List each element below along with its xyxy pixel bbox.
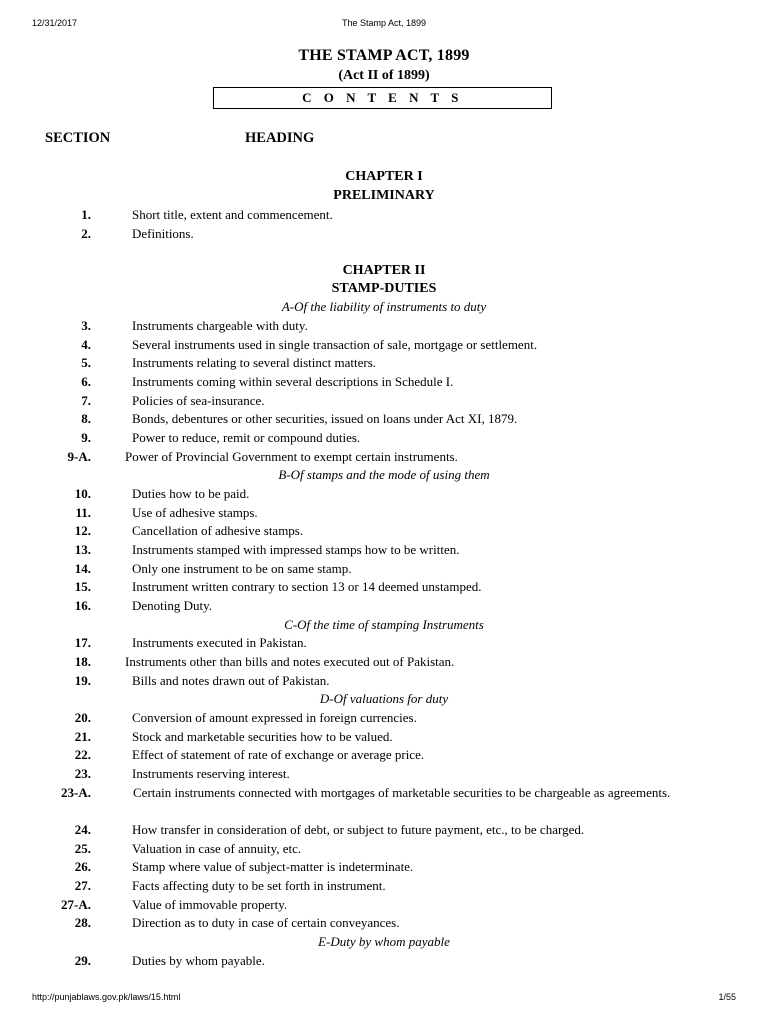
heading-column-header: HEADING xyxy=(245,130,315,146)
section-row[interactable] xyxy=(0,634,768,652)
part-heading: D-Of valuations for duty xyxy=(319,691,449,706)
section-title[interactable]: Valuation in case of annuity, etc. xyxy=(132,841,302,856)
section-title[interactable]: Instruments other than bills and notes executed out of Pakistan. xyxy=(125,654,455,669)
section-number: 17. xyxy=(74,635,91,650)
print-title: The Stamp Act, 1899 xyxy=(341,18,427,28)
section-number: 27. xyxy=(74,878,91,893)
section-title-text: Certain instruments connected with mortgages of marketable securities to be chargeable as agreements. xyxy=(133,785,671,800)
section-number: 24. xyxy=(74,822,91,837)
part-heading: E-Duty by whom payable xyxy=(318,934,450,949)
section-number: 16. xyxy=(74,598,91,613)
section-title[interactable]: Instrument written contrary to section 13 or 14 deemed unstamped. xyxy=(132,579,482,594)
section-row[interactable] xyxy=(0,541,768,559)
print-date: 12/31/2017 xyxy=(32,18,78,28)
chapter-number: CHAPTER II xyxy=(342,263,426,278)
section-row[interactable] xyxy=(0,784,768,820)
section-number: 9-A. xyxy=(67,449,91,464)
section-row[interactable] xyxy=(0,914,768,932)
section-number: 12. xyxy=(74,523,91,538)
section-title[interactable]: Instruments relating to several distinct matters. xyxy=(132,355,377,370)
document-subtitle: (Act II of 1899) xyxy=(338,68,430,83)
section-row[interactable] xyxy=(0,225,768,243)
section-title[interactable]: Stock and marketable securities how to be valued. xyxy=(132,729,393,744)
chapter-number: CHAPTER I xyxy=(345,169,423,184)
section-row[interactable] xyxy=(0,392,768,410)
section-title[interactable]: Cancellation of adhesive stamps. xyxy=(132,523,304,538)
section-row[interactable] xyxy=(0,578,768,596)
section-number: 23-A. xyxy=(61,785,91,800)
section-title[interactable]: Short title, extent and commencement. xyxy=(132,207,333,222)
chapter-name: STAMP-DUTIES xyxy=(331,281,437,296)
section-title[interactable]: Effect of statement of rate of exchange or average price. xyxy=(132,747,425,762)
section-number: 11. xyxy=(75,505,91,520)
section-number: 7. xyxy=(81,393,91,408)
section-title[interactable]: Conversion of amount expressed in foreign currencies. xyxy=(132,710,417,725)
section-number: 13. xyxy=(74,542,91,557)
section-row[interactable] xyxy=(0,429,768,447)
section-number: 4. xyxy=(81,337,91,352)
section-row[interactable] xyxy=(0,728,768,746)
section-row[interactable] xyxy=(0,354,768,372)
section-title[interactable]: Power to reduce, remit or compound duties. xyxy=(132,430,361,445)
section-title[interactable]: Direction as to duty in case of certain conveyances. xyxy=(132,915,400,930)
section-number: 5. xyxy=(81,355,91,370)
section-row[interactable] xyxy=(0,597,768,615)
section-number: 28. xyxy=(74,915,91,930)
section-title[interactable]: Instruments chargeable with duty. xyxy=(132,318,308,333)
section-title[interactable]: Bonds, debentures or other securities, issued on loans under Act XI, 1879. xyxy=(132,411,518,426)
section-number: 3. xyxy=(81,318,91,333)
section-title[interactable]: Stamp where value of subject-matter is indeterminate. xyxy=(132,859,414,874)
section-row[interactable] xyxy=(0,504,768,522)
section-title[interactable]: Denoting Duty. xyxy=(132,598,213,613)
section-title[interactable]: Bills and notes drawn out of Pakistan. xyxy=(132,673,330,688)
source-url[interactable]: http://punjablaws.gov.pk/laws/15.html xyxy=(32,992,181,1002)
section-number: 10. xyxy=(74,486,91,501)
section-title[interactable]: Duties by whom payable. xyxy=(132,953,265,968)
section-row[interactable] xyxy=(0,522,768,540)
section-row[interactable] xyxy=(0,877,768,895)
section-row[interactable] xyxy=(0,746,768,764)
section-title[interactable]: Power of Provincial Government to exempt certain instruments. xyxy=(125,449,458,464)
section-row[interactable] xyxy=(0,672,768,690)
section-number: 9. xyxy=(81,430,91,445)
section-number: 6. xyxy=(81,374,91,389)
section-title[interactable]: Instruments reserving interest. xyxy=(132,766,290,781)
section-row[interactable] xyxy=(0,840,768,858)
section-number: 1. xyxy=(81,207,91,222)
section-title[interactable]: Definitions. xyxy=(132,226,194,241)
section-title[interactable]: Only one instrument to be on same stamp. xyxy=(132,561,352,576)
section-title[interactable]: Duties how to be paid. xyxy=(132,486,250,501)
section-number: 19. xyxy=(74,673,91,688)
page-number: 1/55 xyxy=(718,992,736,1002)
section-number: 27-A. xyxy=(61,897,91,912)
section-row[interactable] xyxy=(0,952,768,970)
section-title[interactable]: Use of adhesive stamps. xyxy=(132,505,258,520)
section-row[interactable] xyxy=(0,858,768,876)
section-title[interactable]: Instruments coming within several descriptions in Schedule I. xyxy=(132,374,454,389)
section-row[interactable] xyxy=(0,765,768,783)
section-number: 2. xyxy=(81,226,91,241)
document-title: THE STAMP ACT, 1899 xyxy=(298,47,470,64)
section-row[interactable] xyxy=(0,560,768,578)
chapter-name: PRELIMINARY xyxy=(333,188,435,203)
print-footer xyxy=(32,992,736,1006)
section-row[interactable] xyxy=(0,709,768,727)
section-number: 22. xyxy=(74,747,91,762)
part-heading: B-Of stamps and the mode of using them xyxy=(278,467,490,482)
section-title[interactable]: Several instruments used in single transaction of sale, mortgage or settlement. xyxy=(132,337,538,352)
section-row[interactable] xyxy=(0,821,768,839)
section-title[interactable]: How transfer in consideration of debt, or subject to future payment, etc., to be charged. xyxy=(132,822,585,837)
section-row[interactable] xyxy=(0,410,768,428)
section-title[interactable]: Value of immovable property. xyxy=(132,897,288,912)
section-row[interactable] xyxy=(0,317,768,335)
section-row[interactable] xyxy=(0,896,768,914)
section-title[interactable]: Facts affecting duty to be set forth in instrument. xyxy=(132,878,386,893)
section-row[interactable] xyxy=(0,448,768,466)
section-column-header: SECTION xyxy=(45,130,111,146)
section-number: 26. xyxy=(74,859,91,874)
section-number: 18. xyxy=(74,654,91,669)
section-number: 23. xyxy=(74,766,91,781)
section-title[interactable]: Instruments executed in Pakistan. xyxy=(132,635,307,650)
section-row[interactable] xyxy=(0,336,768,354)
section-number: 8. xyxy=(81,411,91,426)
section-number: 14. xyxy=(74,561,91,576)
section-number: 25. xyxy=(74,841,91,856)
section-title[interactable] xyxy=(128,784,728,802)
contents-heading-box: C O N T E N T S xyxy=(213,87,552,109)
section-row[interactable] xyxy=(0,485,768,503)
part-heading: C-Of the time of stamping Instruments xyxy=(284,617,484,632)
section-row[interactable] xyxy=(0,373,768,391)
section-title[interactable]: Policies of sea-insurance. xyxy=(132,393,265,408)
section-number: 15. xyxy=(74,579,91,594)
section-row[interactable] xyxy=(0,653,768,671)
section-title[interactable]: Instruments stamped with impressed stamps how to be written. xyxy=(132,542,460,557)
part-heading: A-Of the liability of instruments to duty xyxy=(281,299,487,314)
section-number: 29. xyxy=(74,953,91,968)
section-row[interactable] xyxy=(0,206,768,224)
print-header xyxy=(32,18,736,32)
section-number: 20. xyxy=(74,710,91,725)
section-number: 21. xyxy=(74,729,91,744)
